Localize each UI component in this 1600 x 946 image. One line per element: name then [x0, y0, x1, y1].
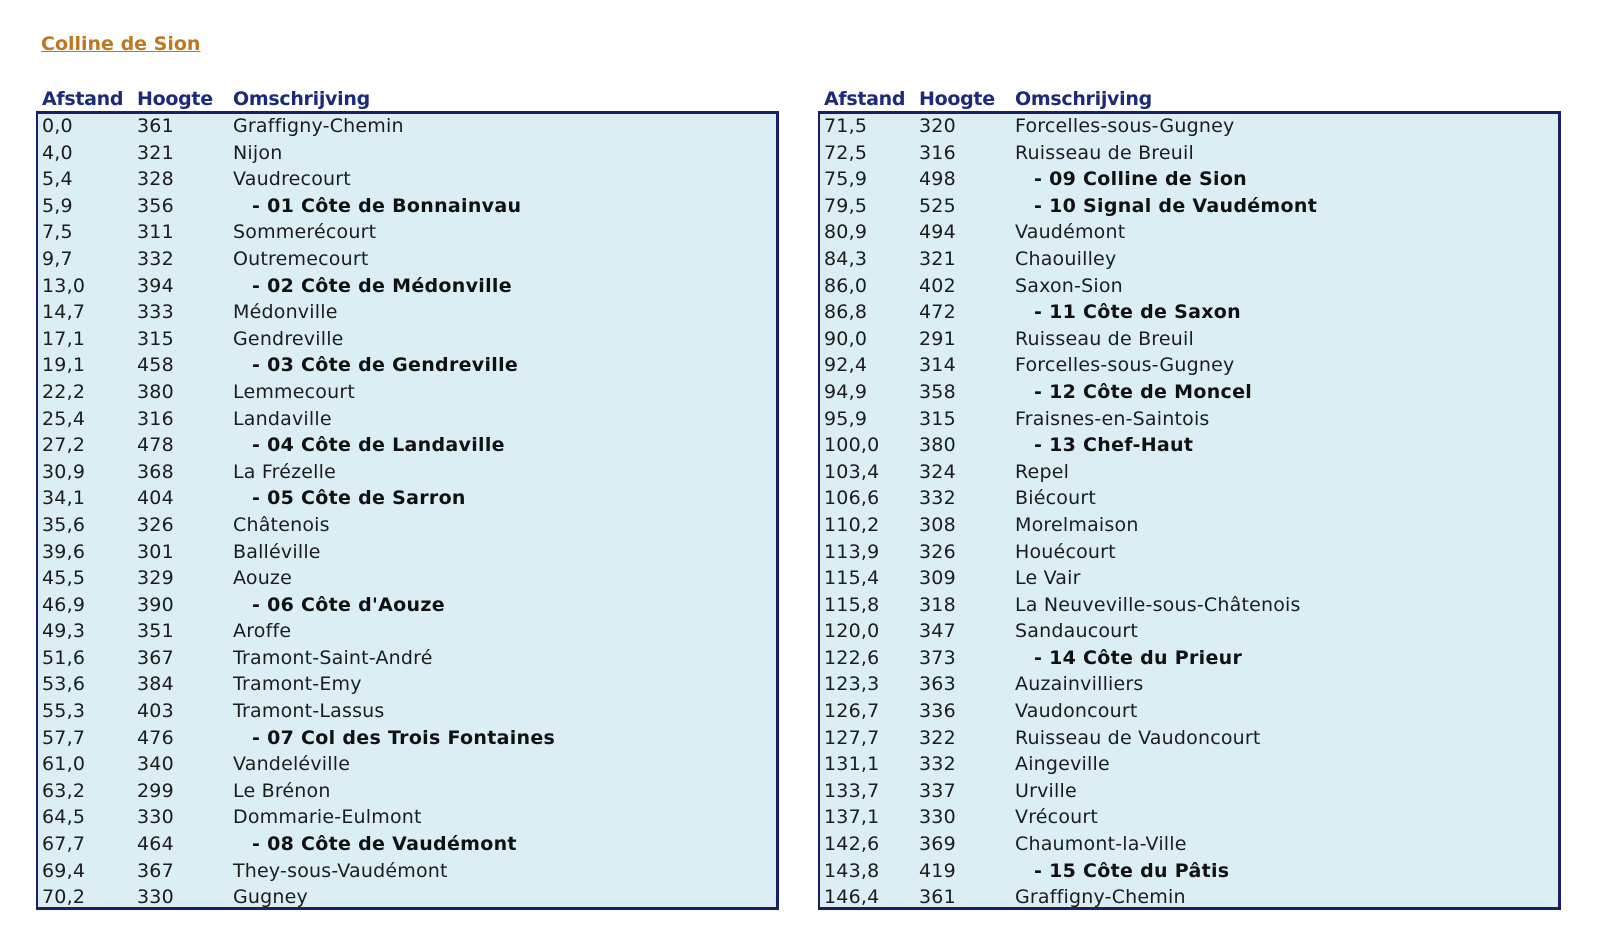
cell-afstand: 106,6 — [824, 487, 880, 510]
cell-hoogte: 368 — [137, 460, 174, 483]
cell-omschrijving: - 09 Colline de Sion — [1034, 168, 1247, 191]
cell-afstand: 61,0 — [42, 753, 86, 776]
climb-row — [820, 167, 1558, 194]
cell-omschrijving: Aingeville — [1015, 753, 1110, 776]
table-row — [38, 805, 776, 832]
cell-omschrijving: Morelmaison — [1015, 513, 1139, 536]
cell-afstand: 137,1 — [824, 806, 880, 829]
cell-hoogte: 380 — [919, 434, 956, 457]
table-row — [820, 407, 1558, 434]
cell-omschrijving: Forcelles-sous-Gugney — [1015, 115, 1235, 137]
table-body — [36, 111, 779, 910]
table-row — [820, 220, 1558, 247]
table-row — [820, 832, 1558, 859]
cell-omschrijving: Fraisnes-en-Saintois — [1015, 407, 1210, 430]
cell-afstand: 95,9 — [824, 407, 868, 430]
cell-hoogte: 318 — [919, 593, 956, 616]
table-row — [38, 540, 776, 567]
cell-omschrijving: Dommarie-Eulmont — [233, 806, 422, 829]
cell-omschrijving: - 13 Chef-Haut — [1034, 434, 1194, 457]
cell-omschrijving: Biécourt — [1015, 487, 1096, 510]
cell-afstand: 120,0 — [824, 620, 880, 643]
table-row — [38, 460, 776, 487]
cell-afstand: 71,5 — [824, 115, 868, 137]
cell-afstand: 84,3 — [824, 247, 868, 270]
cell-afstand: 72,5 — [824, 141, 868, 164]
cell-hoogte: 321 — [919, 247, 956, 270]
header-omschrijving: Omschrijving — [233, 88, 370, 110]
cell-omschrijving: Châtenois — [233, 513, 330, 536]
climb-row — [38, 433, 776, 460]
cell-hoogte: 351 — [137, 620, 174, 643]
table-row — [820, 486, 1558, 513]
cell-hoogte: 329 — [137, 567, 174, 590]
cell-afstand: 0,0 — [42, 115, 73, 137]
climb-row — [38, 274, 776, 301]
cell-omschrijving: Gugney — [233, 886, 309, 909]
cell-hoogte: 332 — [137, 247, 174, 270]
cell-hoogte: 324 — [919, 460, 956, 483]
table-header — [36, 86, 781, 111]
cell-hoogte: 330 — [919, 806, 956, 829]
table-row — [38, 407, 776, 434]
table-row — [820, 327, 1558, 354]
cell-hoogte: 394 — [137, 274, 174, 297]
route-table-right — [818, 86, 1563, 910]
cell-omschrijving: Saxon-Sion — [1015, 274, 1123, 297]
cell-omschrijving: Le Vair — [1015, 567, 1081, 590]
cell-hoogte: 311 — [137, 221, 174, 244]
cell-omschrijving: La Frézelle — [233, 460, 337, 483]
cell-omschrijving: - 02 Côte de Médonville — [252, 274, 512, 297]
cell-hoogte: 299 — [137, 779, 174, 802]
table-row — [820, 885, 1558, 912]
cell-afstand: 7,5 — [42, 221, 73, 244]
cell-afstand: 13,0 — [42, 274, 86, 297]
table-row — [820, 274, 1558, 301]
climb-row — [820, 859, 1558, 886]
cell-hoogte: 384 — [137, 673, 174, 696]
table-row — [820, 513, 1558, 540]
cell-hoogte: 478 — [137, 434, 174, 457]
cell-afstand: 115,8 — [824, 593, 880, 616]
table-row — [820, 247, 1558, 274]
table-row — [820, 699, 1558, 726]
cell-omschrijving: Auzainvilliers — [1015, 673, 1144, 696]
cell-hoogte: 464 — [137, 833, 174, 856]
cell-omschrijving: - 06 Côte d'Aouze — [252, 593, 445, 616]
cell-afstand: 100,0 — [824, 434, 880, 457]
cell-afstand: 70,2 — [42, 886, 86, 909]
header-omschrijving: Omschrijving — [1015, 88, 1152, 110]
cell-afstand: 86,0 — [824, 274, 868, 297]
cell-hoogte: 316 — [137, 407, 174, 430]
table-row — [820, 779, 1558, 806]
table-row — [38, 619, 776, 646]
climb-row — [38, 832, 776, 859]
cell-afstand: 79,5 — [824, 194, 868, 217]
cell-omschrijving: Graffigny-Chemin — [1015, 886, 1186, 909]
cell-afstand: 27,2 — [42, 434, 86, 457]
table-row — [38, 699, 776, 726]
cell-afstand: 86,8 — [824, 301, 868, 324]
cell-afstand: 35,6 — [42, 513, 86, 536]
table-row — [820, 672, 1558, 699]
cell-afstand: 45,5 — [42, 567, 86, 590]
table-row — [820, 114, 1558, 141]
cell-omschrijving: Médonville — [233, 301, 338, 324]
cell-afstand: 25,4 — [42, 407, 86, 430]
table-row — [820, 752, 1558, 779]
table-row — [38, 752, 776, 779]
cell-hoogte: 472 — [919, 301, 956, 324]
table-row — [820, 141, 1558, 168]
table-row — [38, 859, 776, 886]
cell-omschrijving: - 01 Côte de Bonnainvau — [252, 194, 522, 217]
cell-omschrijving: Vrécourt — [1015, 806, 1099, 829]
cell-afstand: 103,4 — [824, 460, 880, 483]
cell-afstand: 22,2 — [42, 380, 86, 403]
table-row — [38, 220, 776, 247]
table-row — [820, 593, 1558, 620]
cell-afstand: 90,0 — [824, 327, 868, 350]
cell-omschrijving: They-sous-Vaudémont — [233, 859, 448, 882]
cell-hoogte: 367 — [137, 646, 174, 669]
cell-omschrijving: Balléville — [233, 540, 321, 563]
cell-afstand: 115,4 — [824, 567, 880, 590]
cell-omschrijving: Gendreville — [233, 327, 344, 350]
cell-afstand: 94,9 — [824, 380, 868, 403]
cell-hoogte: 326 — [919, 540, 956, 563]
cell-hoogte: 326 — [137, 513, 174, 536]
cell-omschrijving: Aouze — [233, 567, 292, 590]
climb-row — [38, 353, 776, 380]
cell-omschrijving: Landaville — [233, 407, 332, 430]
cell-hoogte: 301 — [137, 540, 174, 563]
cell-hoogte: 309 — [919, 567, 956, 590]
cell-hoogte: 380 — [137, 380, 174, 403]
cell-hoogte: 336 — [919, 700, 956, 723]
table-row — [38, 646, 776, 673]
cell-omschrijving: - 04 Côte de Landaville — [252, 434, 505, 457]
table-row — [38, 672, 776, 699]
cell-omschrijving: - 08 Côte de Vaudémont — [252, 833, 517, 856]
cell-afstand: 17,1 — [42, 327, 86, 350]
cell-hoogte: 320 — [919, 115, 956, 137]
cell-omschrijving: Aroffe — [233, 620, 292, 643]
cell-afstand: 75,9 — [824, 168, 868, 191]
climb-row — [38, 194, 776, 221]
cell-hoogte: 340 — [137, 753, 174, 776]
cell-afstand: 51,6 — [42, 646, 86, 669]
table-row — [38, 167, 776, 194]
cell-hoogte: 332 — [919, 487, 956, 510]
table-body — [818, 111, 1561, 910]
route-table-left — [36, 86, 781, 910]
cell-hoogte: 308 — [919, 513, 956, 536]
table-row — [820, 726, 1558, 753]
cell-hoogte: 358 — [919, 380, 956, 403]
cell-hoogte: 498 — [919, 168, 956, 191]
table-row — [38, 300, 776, 327]
cell-hoogte: 363 — [919, 673, 956, 696]
cell-afstand: 123,3 — [824, 673, 880, 696]
cell-omschrijving: - 15 Côte du Pâtis — [1034, 859, 1230, 882]
cell-afstand: 9,7 — [42, 247, 73, 270]
cell-afstand: 64,5 — [42, 806, 86, 829]
cell-omschrijving: Chaumont-la-Ville — [1015, 833, 1187, 856]
cell-afstand: 127,7 — [824, 726, 880, 749]
header-afstand: Afstand — [824, 88, 906, 110]
page-title-link[interactable]: Colline de Sion — [41, 33, 201, 55]
cell-omschrijving: - 10 Signal de Vaudémont — [1034, 194, 1318, 217]
cell-hoogte: 314 — [919, 354, 956, 377]
cell-omschrijving: Vandeléville — [233, 753, 351, 776]
cell-afstand: 5,4 — [42, 168, 73, 191]
cell-hoogte: 402 — [919, 274, 956, 297]
cell-hoogte: 315 — [919, 407, 956, 430]
cell-hoogte: 291 — [919, 327, 956, 350]
cell-omschrijving: Tramont-Emy — [233, 673, 362, 696]
climb-row — [820, 433, 1558, 460]
cell-hoogte: 390 — [137, 593, 174, 616]
cell-omschrijving: - 14 Côte du Prieur — [1034, 646, 1243, 669]
cell-hoogte: 330 — [137, 806, 174, 829]
cell-omschrijving: - 07 Col des Trois Fontaines — [252, 726, 556, 749]
climb-row — [820, 194, 1558, 221]
cell-hoogte: 347 — [919, 620, 956, 643]
cell-afstand: 69,4 — [42, 859, 86, 882]
cell-omschrijving: Repel — [1015, 460, 1070, 483]
table-row — [820, 805, 1558, 832]
cell-afstand: 92,4 — [824, 354, 868, 377]
cell-afstand: 146,4 — [824, 886, 880, 909]
cell-hoogte: 316 — [919, 141, 956, 164]
header-afstand: Afstand — [42, 88, 124, 110]
cell-hoogte: 525 — [919, 194, 956, 217]
cell-omschrijving: Tramont-Lassus — [233, 700, 385, 723]
cell-hoogte: 494 — [919, 221, 956, 244]
table-row — [38, 513, 776, 540]
cell-afstand: 46,9 — [42, 593, 86, 616]
table-row — [820, 540, 1558, 567]
cell-hoogte: 315 — [137, 327, 174, 350]
cell-hoogte: 356 — [137, 194, 174, 217]
cell-omschrijving: Chaouilley — [1015, 247, 1117, 270]
cell-hoogte: 321 — [137, 141, 174, 164]
cell-afstand: 34,1 — [42, 487, 86, 510]
cell-omschrijving: Le Brénon — [233, 779, 331, 802]
table-row — [38, 885, 776, 912]
table-row — [38, 114, 776, 141]
table-row — [38, 779, 776, 806]
cell-hoogte: 404 — [137, 487, 174, 510]
cell-omschrijving: - 03 Côte de Gendreville — [252, 354, 519, 377]
cell-omschrijving: - 11 Côte de Saxon — [1034, 301, 1241, 324]
cell-afstand: 133,7 — [824, 779, 880, 802]
cell-hoogte: 332 — [919, 753, 956, 776]
cell-afstand: 110,2 — [824, 513, 880, 536]
climb-row — [820, 300, 1558, 327]
cell-hoogte: 328 — [137, 168, 174, 191]
cell-afstand: 55,3 — [42, 700, 86, 723]
cell-omschrijving: Houécourt — [1015, 540, 1116, 563]
table-row — [38, 566, 776, 593]
table-row — [38, 141, 776, 168]
climb-row — [38, 486, 776, 513]
cell-hoogte: 330 — [137, 886, 174, 909]
cell-afstand: 143,8 — [824, 859, 880, 882]
cell-omschrijving: Lemmecourt — [233, 380, 356, 403]
climb-row — [820, 380, 1558, 407]
cell-omschrijving: Vaudémont — [1015, 221, 1126, 244]
cell-afstand: 30,9 — [42, 460, 86, 483]
cell-omschrijving: Urville — [1015, 779, 1077, 802]
cell-afstand: 142,6 — [824, 833, 880, 856]
climb-row — [38, 726, 776, 753]
cell-hoogte: 458 — [137, 354, 174, 377]
cell-omschrijving: - 05 Côte de Sarron — [252, 487, 466, 510]
cell-afstand: 49,3 — [42, 620, 86, 643]
cell-omschrijving: Ruisseau de Breuil — [1015, 141, 1194, 164]
cell-afstand: 14,7 — [42, 301, 86, 324]
cell-afstand: 67,7 — [42, 833, 86, 856]
cell-omschrijving: Nijon — [233, 141, 283, 164]
cell-afstand: 131,1 — [824, 753, 880, 776]
table-row — [820, 460, 1558, 487]
cell-hoogte: 369 — [919, 833, 956, 856]
cell-hoogte: 403 — [137, 700, 174, 723]
cell-hoogte: 476 — [137, 726, 174, 749]
cell-hoogte: 361 — [919, 886, 956, 909]
cell-omschrijving: Ruisseau de Vaudoncourt — [1015, 726, 1261, 749]
climb-row — [820, 646, 1558, 673]
cell-omschrijving: Sandaucourt — [1015, 620, 1139, 643]
table-row — [38, 327, 776, 354]
cell-hoogte: 419 — [919, 859, 956, 882]
cell-hoogte: 373 — [919, 646, 956, 669]
cell-afstand: 53,6 — [42, 673, 86, 696]
table-row — [38, 247, 776, 274]
cell-omschrijving: Sommerécourt — [233, 221, 377, 244]
cell-omschrijving: Vaudrecourt — [233, 168, 351, 191]
cell-afstand: 4,0 — [42, 141, 73, 164]
cell-afstand: 113,9 — [824, 540, 880, 563]
cell-hoogte: 322 — [919, 726, 956, 749]
header-hoogte: Hoogte — [137, 88, 213, 110]
cell-omschrijving: La Neuveville-sous-Châtenois — [1015, 593, 1301, 616]
table-header — [818, 86, 1563, 111]
cell-afstand: 80,9 — [824, 221, 868, 244]
table-row — [820, 353, 1558, 380]
cell-omschrijving: Ruisseau de Breuil — [1015, 327, 1194, 350]
climb-row — [38, 593, 776, 620]
cell-omschrijving: Forcelles-sous-Gugney — [1015, 354, 1235, 377]
cell-omschrijving: Outremecourt — [233, 247, 369, 270]
header-hoogte: Hoogte — [919, 88, 995, 110]
cell-hoogte: 361 — [137, 115, 174, 137]
cell-hoogte: 333 — [137, 301, 174, 324]
cell-afstand: 57,7 — [42, 726, 86, 749]
cell-afstand: 122,6 — [824, 646, 880, 669]
cell-afstand: 63,2 — [42, 779, 86, 802]
cell-omschrijving: Tramont-Saint-André — [233, 646, 433, 669]
table-row — [820, 619, 1558, 646]
table-row — [820, 566, 1558, 593]
cell-omschrijving: Vaudoncourt — [1015, 700, 1138, 723]
cell-afstand: 39,6 — [42, 540, 86, 563]
cell-omschrijving: Graffigny-Chemin — [233, 115, 404, 137]
cell-omschrijving: - 12 Côte de Moncel — [1034, 380, 1253, 403]
cell-afstand: 19,1 — [42, 354, 86, 377]
cell-afstand: 126,7 — [824, 700, 880, 723]
table-row — [38, 380, 776, 407]
cell-hoogte: 367 — [137, 859, 174, 882]
cell-hoogte: 337 — [919, 779, 956, 802]
cell-afstand: 5,9 — [42, 194, 73, 217]
